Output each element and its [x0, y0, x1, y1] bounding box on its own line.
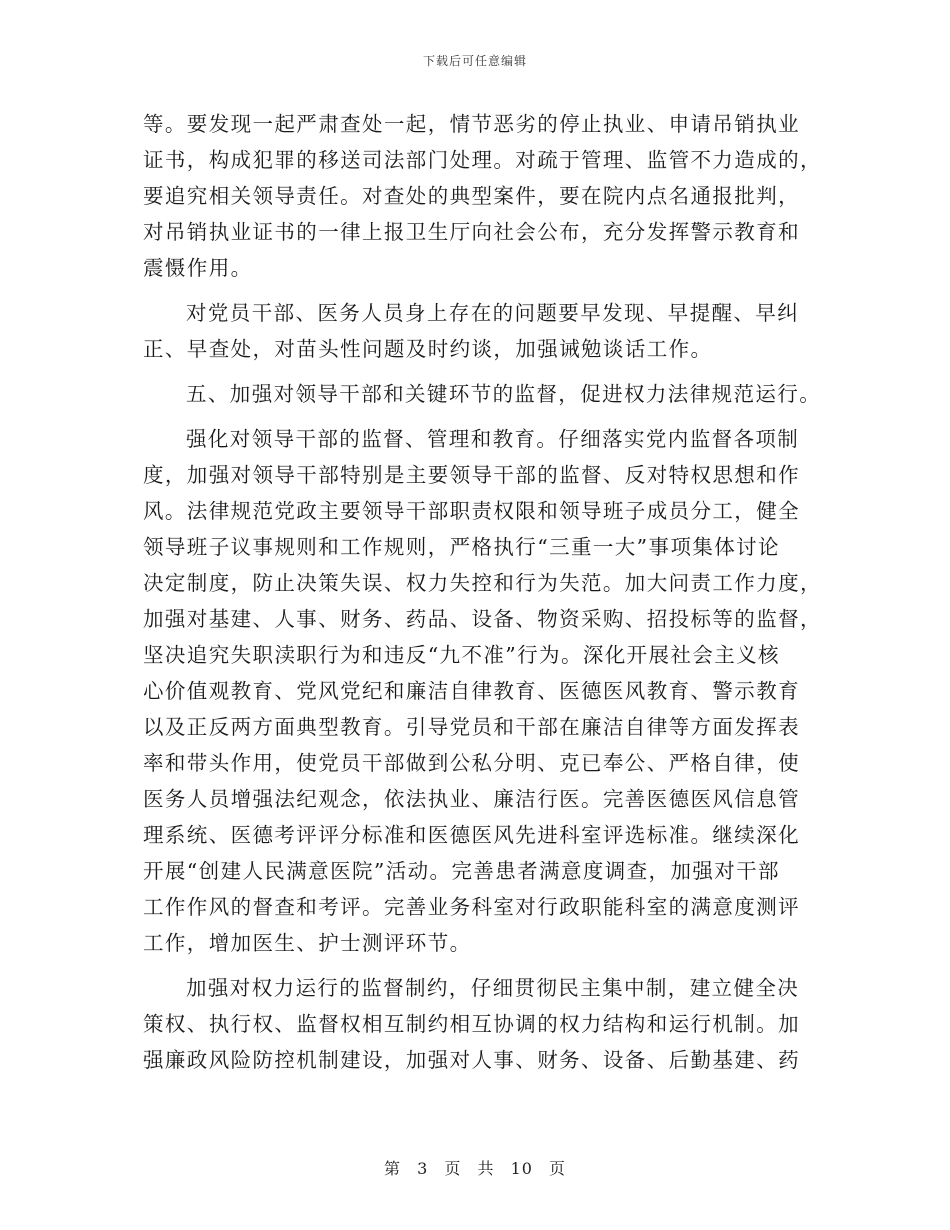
- text-line: 决定制度，防止决策失误、权力失控和行为失范。加大问责工作力度，: [143, 571, 822, 595]
- text-line: 开展“创建人民满意医院”活动。完善患者满意度调查，加强对干部: [143, 859, 780, 883]
- text-line: 加强对权力运行的监督制约，仔细贯彻民主集中制，建立健全决: [186, 976, 800, 1000]
- text-line: 证书，构成犯罪的移送司法部门处理。对疏于管理、监管不力造成的，: [143, 148, 822, 172]
- text-line: 度，加强对领导干部特别是主要领导干部的监督、反对特权思想和作: [143, 463, 800, 487]
- text-line: 风。法律规范党政主要领导干部职责权限和领导班子成员分工，健全: [143, 499, 800, 523]
- text-line: 正、早查处，对苗头性问题及时约谈，加强诫勉谈话工作。: [143, 337, 713, 361]
- text-line: 工作，增加医生、护士测评环节。: [143, 931, 472, 955]
- text-line: 医务人员增强法纪观念，依法执业、廉洁行医。完善医德医风信息管: [143, 787, 800, 811]
- footer-label-ye: 页: [444, 1159, 462, 1178]
- text-line: 对吊销执业证书的一律上报卫生厅向社会公布，充分发挥警示教育和: [143, 220, 800, 244]
- text-line: 对党员干部、医务人员身上存在的问题要早发现、早提醒、早纠: [186, 301, 800, 325]
- text-line: 加强对基建、人事、财务、药品、设备、物资采购、招投标等的监督，: [143, 607, 822, 631]
- text-line: 震慑作用。: [143, 256, 253, 280]
- text-line: 要追究相关领导责任。对查处的典型案件，要在院内点名通报批判，: [143, 184, 800, 208]
- text-line: 理系统、医德考评评分标准和医德医风先进科室评选标准。继续深化: [143, 823, 800, 847]
- footer-label-ye-2: 页: [549, 1159, 567, 1178]
- text-line: 等。要发现一起严肃查处一起，情节恶劣的停止执业、申请吊销执业: [143, 112, 800, 136]
- section-heading: 五、加强对领导干部和关键环节的监督，促进权力法律规范运行。: [186, 382, 822, 406]
- text-line: 以及正反两方面典型教育。引导党员和干部在廉洁自律等方面发挥表: [143, 715, 800, 739]
- text-line: 策权、执行权、监督权相互制约相互协调的权力结构和运行机制。加: [143, 1012, 800, 1036]
- text-line: 强廉政风险防控机制建设，加强对人事、财务、设备、后勤基建、药: [143, 1048, 800, 1072]
- page-footer: [0, 1156, 950, 1179]
- text-line: 强化对领导干部的监督、管理和教育。仔细落实党内监督各项制: [186, 427, 800, 451]
- total-pages-number: 10: [510, 1159, 533, 1178]
- text-line: 领导班子议事规则和工作规则，严格执行“三重一大”事项集体讨论: [143, 535, 780, 559]
- text-line: 坚决追究失职渎职行为和违反“九不准”行为。深化开展社会主义核: [143, 643, 780, 667]
- text-line: 率和带头作用，使党员干部做到公私分明、克已奉公、严格自律，使: [143, 751, 800, 775]
- text-line: 心价值观教育、党风党纪和廉洁自律教育、医德医风教育、警示教育: [143, 679, 800, 703]
- text-line: 工作作风的督查和考评。完善业务科室对行政职能科室的满意度测评: [143, 895, 800, 919]
- page-header-note: 下载后可任意编辑: [422, 54, 527, 68]
- footer-label-gong: 共: [477, 1159, 495, 1178]
- current-page-number: 3: [417, 1159, 429, 1178]
- footer-label-di: 第: [383, 1159, 401, 1178]
- document-body: [143, 106, 822, 1078]
